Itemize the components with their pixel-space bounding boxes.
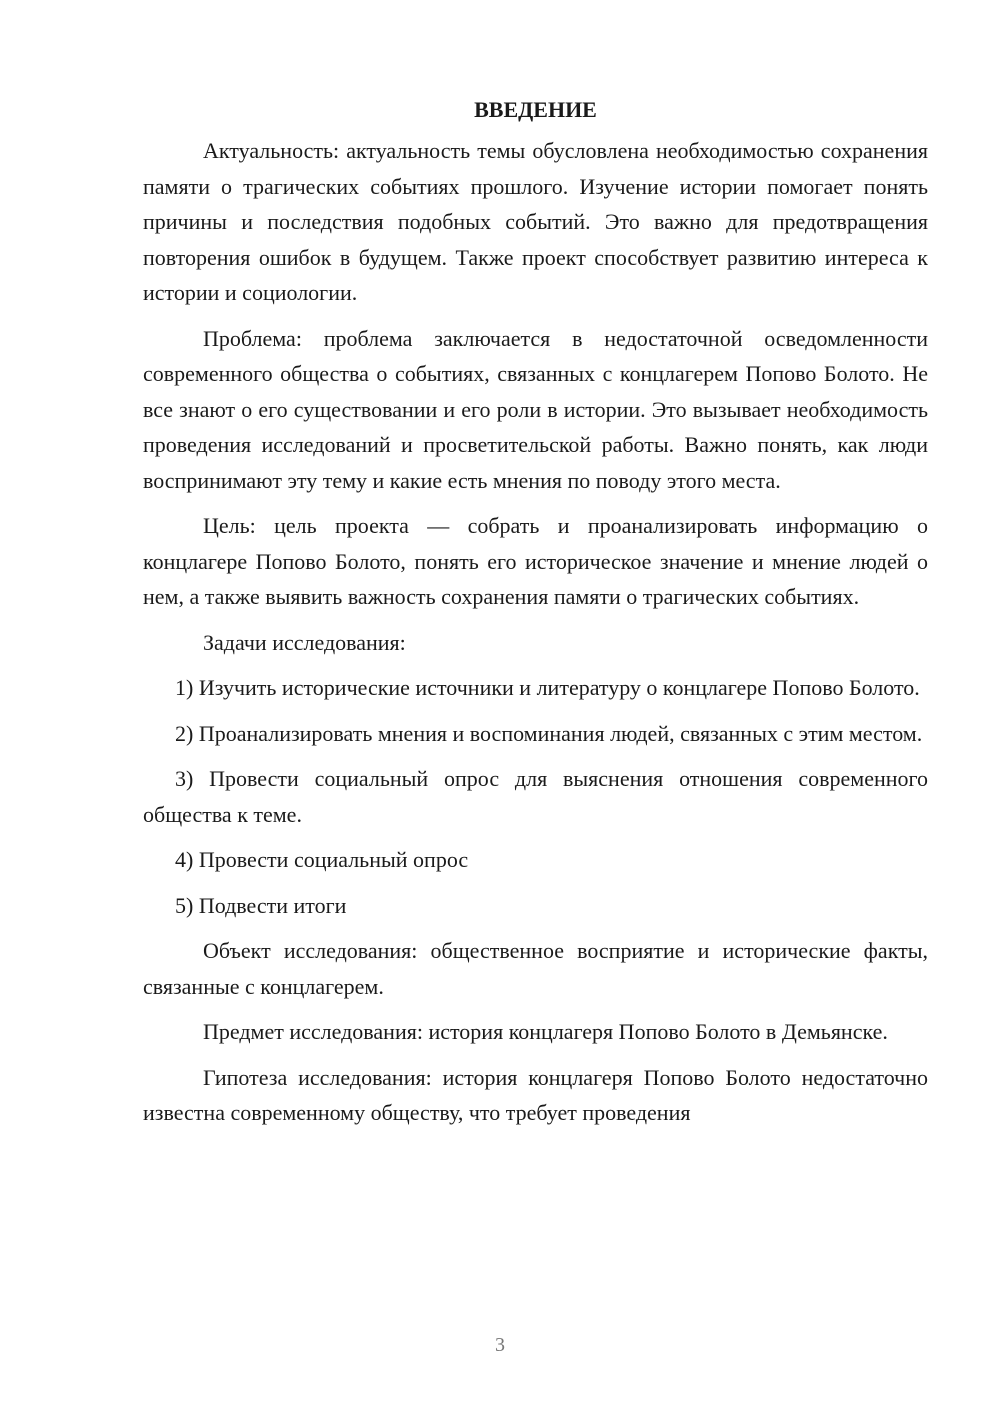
page-number: 3 — [495, 1334, 505, 1356]
task-item-1: 1) Изучить исторические источники и литературу о концлагере Попово Болото. — [175, 675, 920, 700]
task-item-4: 4) Провести социальный опрос — [175, 847, 469, 872]
paragraph-hypothesis: Гипотеза исследования: история концлагеря Попово Болото недостаточно известна современному обществу, что требует проведения — [143, 1064, 928, 1125]
paragraph-relevance: Актуальность: актуальность темы обусловлена необходимостью сохранения памяти о трагических событиях прошлого. Изучение истории помогает понять причины и последствия подобных событий. Это важно для предотвращения повторения ошибок в будущем. Также проект способствует развитию интереса к истории и социологии. — [143, 138, 928, 305]
paragraph-problem: Проблема: проблема заключается в недостаточной осведомленности современного общества о событиях, связанных с концлагерем Попово Болото. Не все знают о его существовании и его роли в истории. Это вызывает необходимость проведения исследований и просветительской работы. Важно понять, как люди воспринимают эту тему и какие есть мнения по поводу этого места. — [143, 325, 928, 493]
task-item-2: 2) Проанализировать мнения и воспоминания людей, связанных с этим местом. — [175, 720, 923, 746]
tasks-label: Задачи исследования: — [203, 629, 406, 655]
paragraph-subject: Предмет исследования: история концлагеря Попово Болото в Демьянске. — [203, 1019, 888, 1044]
page-content — [143, 96, 928, 1131]
paragraph-goal: Цель: цель проекта — собрать и проанализировать информацию о концлагере Попово Болото, понять его историческое значение и мнение людей о нем, а также выявить важность сохранения памяти о трагических событиях. — [143, 513, 928, 609]
task-item-3: 3) Провести социальный опрос для выяснения отношения современного общества к теме. — [143, 766, 928, 827]
section-title: ВВЕДЕНИЕ — [474, 97, 597, 122]
paragraph-object: Объект исследования: общественное восприятие и исторические факты, связанные с концлагерем. — [143, 938, 928, 999]
task-item-5: 5) Подвести итоги — [175, 892, 347, 918]
